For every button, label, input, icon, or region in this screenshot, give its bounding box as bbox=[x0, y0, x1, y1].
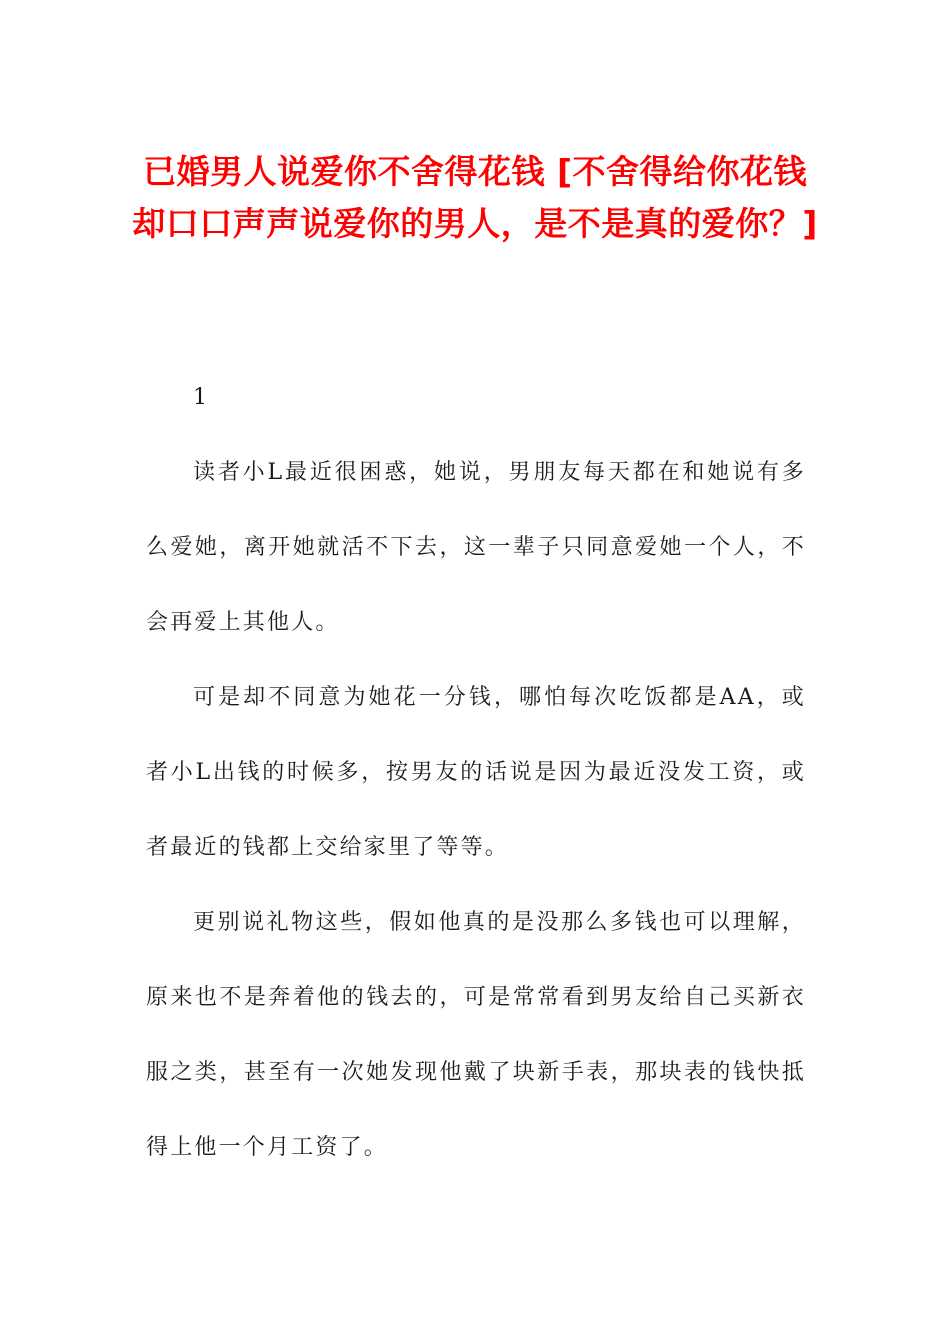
document-body bbox=[146, 360, 806, 1185]
document-title: 已婚男人说爱你不舍得花钱 [不舍得给你花钱却口口声声说爱你的男人，是不是真的爱你？] bbox=[132, 152, 818, 243]
section-number: 1 bbox=[193, 385, 210, 410]
paragraph: 读者小L最近很困惑，她说，男朋友每天都在和她说有多么爱她，离开她就活不下去，这一辈子只同意爱她一个人，不会再爱上其他人。 bbox=[146, 460, 806, 635]
paragraph: 更别说礼物这些，假如他真的是没那么多钱也可以理解，原来也不是奔着他的钱去的，可是常常看到男友给自己买新衣服之类，甚至有一次她发现他戴了块新手表，那块表的钱快抵得上他一个月工资了。 bbox=[146, 910, 806, 1160]
paragraph: 可是却不同意为她花一分钱，哪怕每次吃饭都是AA，或者小L出钱的时候多，按男友的话说是因为最近没发工资，或者最近的钱都上交给家里了等等。 bbox=[146, 685, 806, 860]
